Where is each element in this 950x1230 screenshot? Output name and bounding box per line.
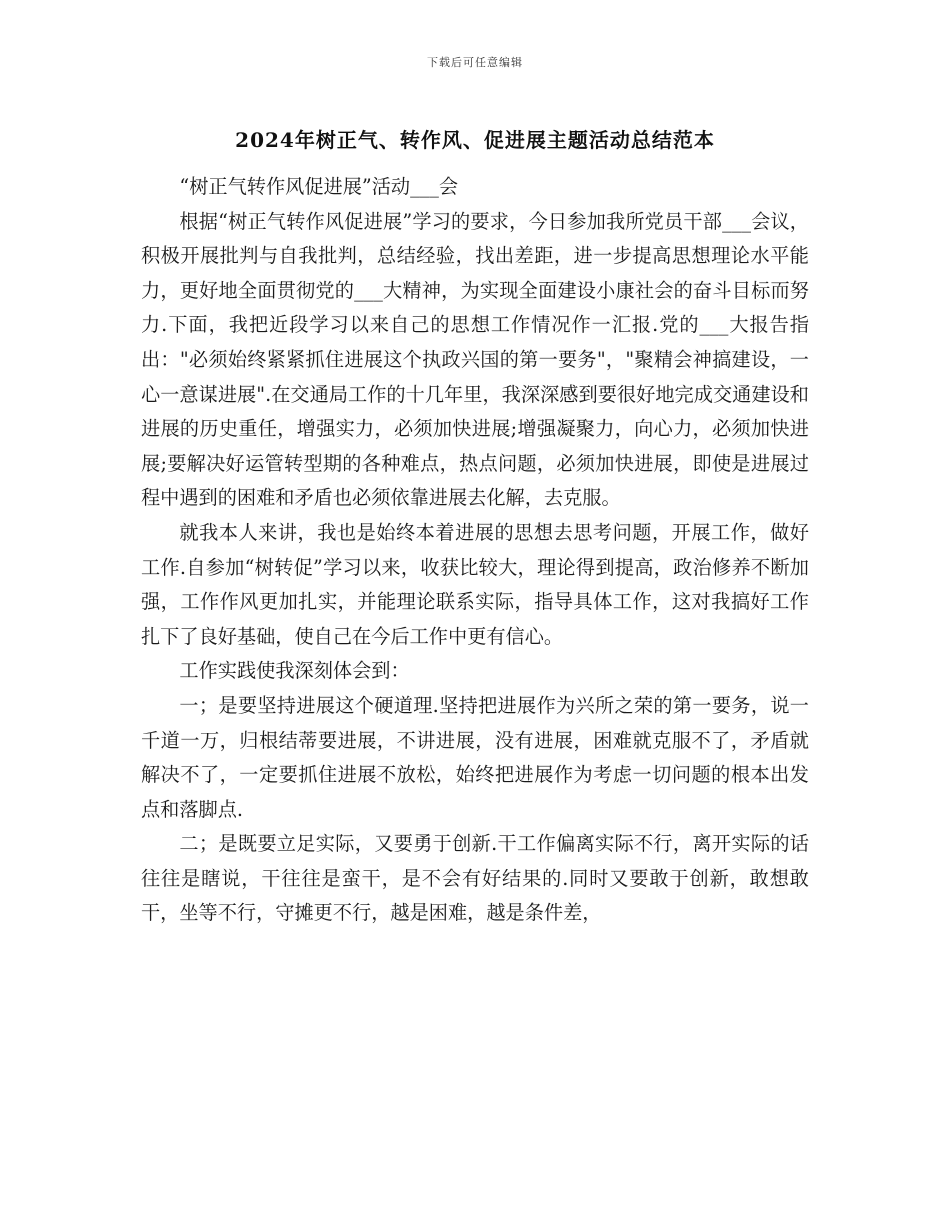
paragraph-meeting-heading: “树正气转作风促进展”活动___会 — [179, 175, 459, 198]
paragraph-personal-reflection: 就我本人来讲，我也是始终本着进展的思想去思考问题，开展工作，做好工作.自参加“树转促”学习以来，收获比较大，理论得到提高，政治修养不断加强，工作作风更加扎实，并能理论联系实际，指导具体工作，这对我搞好工作扎下了良好基础，使自己在今后工作中更有信心。 — [141, 520, 809, 648]
page-header-note: 下载后可任意编辑 — [427, 56, 523, 69]
paragraph-introduction: 根据“树正气转作风促进展”学习的要求，今日参加我所党员干部___会议，积极开展批判与自我批判，总结经验，找出差距，进一步提高思想理论水平能力，更好地全面贯彻党的___大精神，为实现全面建设小康社会的奋斗目标而努力.下面，我把近段学习以来自己的思想工作情况作一汇报.党的___大报告指出："必须始终紧紧抓住进展这个执政兴国的第一要务"，"聚精会神搞建设，一心一意谋进展".在交通局工作的十几年里，我深深感到要很好地完成交通建设和进展的历史重任，增强实力，必须加快进展;增强凝聚力，向心力，必须加快进展;要解决好运管转型期的各种难点，热点问题，必须加快进展，即使是进展过程中遇到的困难和矛盾也必须依靠进展去化解，去克服。 — [141, 209, 809, 510]
document-title: 2024年树正气、转作风、促进展主题活动总结范本 — [235, 128, 715, 152]
paragraph-point-two: 二；是既要立足实际，又要勇于创新.干工作偏离实际不行，离开实际的话往往是瞎说，干往往是蛮干，是不会有好结果的.同时又要敢于创新，敢想敢干，坐等不行，守摊更不行，越是困难，越是条件差， — [141, 832, 809, 925]
document-body — [141, 170, 809, 931]
paragraph-point-one: 一；是要坚持进展这个硬道理.坚持把进展作为兴所之荣的第一要务，说一千道一万，归根结蒂要进展，不讲进展，没有进展，困难就克服不了，矛盾就解决不了，一定要抓住进展不放松，始终把进展作为考虑一切问题的根本出发点和落脚点. — [141, 693, 809, 821]
paragraph-experience-lead: 工作实践使我深刻体会到： — [179, 659, 410, 683]
